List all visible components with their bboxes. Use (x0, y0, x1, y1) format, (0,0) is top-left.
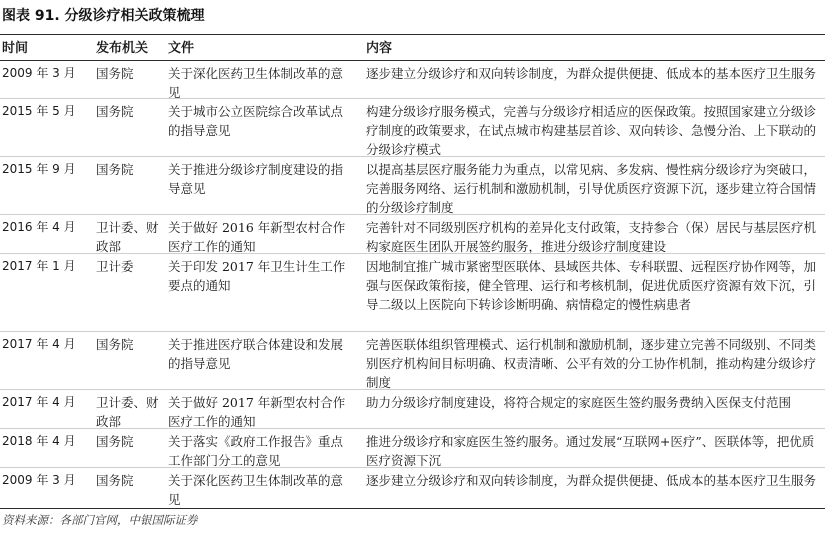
cell-time: 2015 年 5 月 (2, 104, 76, 118)
cell-org: 卫计委、财政部 (96, 220, 159, 254)
cell-org: 卫计委 (96, 259, 134, 274)
cell-content: 完善针对不同级别医疗机构的差异化支付政策，支持参合（保）居民与基层医疗机构家庭医生团队开展签约服务，推进分级诊疗制度建设 (366, 220, 817, 254)
cell-content: 助力分级诊疗制度建设，将符合规定的家庭医生签约服务费纳入医保支付范围 (366, 395, 792, 410)
table-row (0, 61, 825, 99)
bottom-rule (0, 508, 825, 509)
cell-doc: 关于落实《政府工作报告》重点工作部门分工的意见 (168, 434, 344, 468)
cell-content: 逐步建立分级诊疗和双向转诊制度，为群众提供便捷、低成本的基本医疗卫生服务 (366, 473, 817, 488)
table-row (0, 215, 825, 254)
cell-content: 以提高基层医疗服务能力为重点，以常见病、多发病、慢性病分级诊疗为突破口，完善服务网络、运行机制和激励机制，引导优质医疗资源下沉，逐步建立符合国情的分级诊疗制度 (366, 162, 817, 215)
cell-org: 国务院 (96, 162, 134, 177)
source-note: 资料来源：各部门官网，中银国际证券 (2, 513, 198, 527)
table-row (0, 468, 825, 508)
header-time: 时间 (2, 41, 29, 56)
top-rule (0, 34, 825, 35)
cell-time: 2015 年 9 月 (2, 162, 76, 176)
header-org: 发布机关 (96, 41, 149, 56)
cell-org: 国务院 (96, 66, 134, 81)
cell-time: 2016 年 4 月 (2, 220, 76, 234)
cell-doc: 关于印发 2017 年卫生计生工作要点的通知 (168, 259, 346, 293)
table-row (0, 254, 825, 332)
cell-content: 完善医联体组织管理模式、运行机制和激励机制，逐步建立完善不同级别、不同类别医疗机构间目标明确、权责清晰、公平有效的分工协作机制，推动构建分级诊疗制度 (366, 337, 817, 390)
table-row (0, 429, 825, 468)
table-row (0, 332, 825, 390)
table-title: 图表 91. 分级诊疗相关政策梳理 (2, 8, 205, 24)
cell-content: 推进分级诊疗和家庭医生签约服务。通过发展“互联网+医疗”、医联体等，把优质医疗资源下沉 (366, 434, 815, 468)
table-row (0, 390, 825, 429)
header-content: 内容 (366, 41, 393, 56)
cell-time: 2017 年 4 月 (2, 395, 76, 409)
cell-doc: 关于推进分级诊疗制度建设的指导意见 (168, 162, 344, 196)
cell-time: 2017 年 4 月 (2, 337, 76, 351)
cell-org: 国务院 (96, 337, 134, 352)
cell-doc: 关于推进医疗联合体建设和发展的指导意见 (168, 337, 344, 371)
cell-content: 构建分级诊疗服务模式，完善与分级诊疗相适应的医保政策。按照国家建立分级诊疗制度的政策要求，在试点城市构建基层首诊、双向转诊、急慢分治、上下联动的分级诊疗模式 (366, 104, 817, 157)
cell-time: 2017 年 1 月 (2, 259, 76, 273)
cell-org: 国务院 (96, 473, 134, 488)
cell-org: 国务院 (96, 104, 134, 119)
header-doc: 文件 (168, 41, 195, 56)
table-row (0, 99, 825, 157)
cell-time: 2018 年 4 月 (2, 434, 76, 448)
cell-doc: 关于深化医药卫生体制改革的意见 (168, 473, 344, 507)
cell-doc: 关于深化医药卫生体制改革的意见 (168, 66, 344, 100)
cell-doc: 关于做好 2016 年新型农村合作医疗工作的通知 (168, 220, 346, 254)
table-row (0, 157, 825, 215)
cell-content: 因地制宜推广城市紧密型医联体、县域医共体、专科联盟、远程医疗协作网等，加强与医保政策衔接，健全管理、运行和考核机制，促进优质医疗资源有效下沉，引导二级以上医院向下转诊诊断明确、病情稳定的慢性病患者 (366, 259, 817, 312)
cell-time: 2009 年 3 月 (2, 473, 76, 487)
cell-org: 卫计委、财政部 (96, 395, 159, 429)
cell-org: 国务院 (96, 434, 134, 449)
cell-doc: 关于做好 2017 年新型农村合作医疗工作的通知 (168, 395, 346, 429)
cell-doc: 关于城市公立医院综合改革试点的指导意见 (168, 104, 344, 138)
cell-content: 逐步建立分级诊疗和双向转诊制度，为群众提供便捷、低成本的基本医疗卫生服务 (366, 66, 817, 81)
cell-time: 2009 年 3 月 (2, 66, 76, 80)
